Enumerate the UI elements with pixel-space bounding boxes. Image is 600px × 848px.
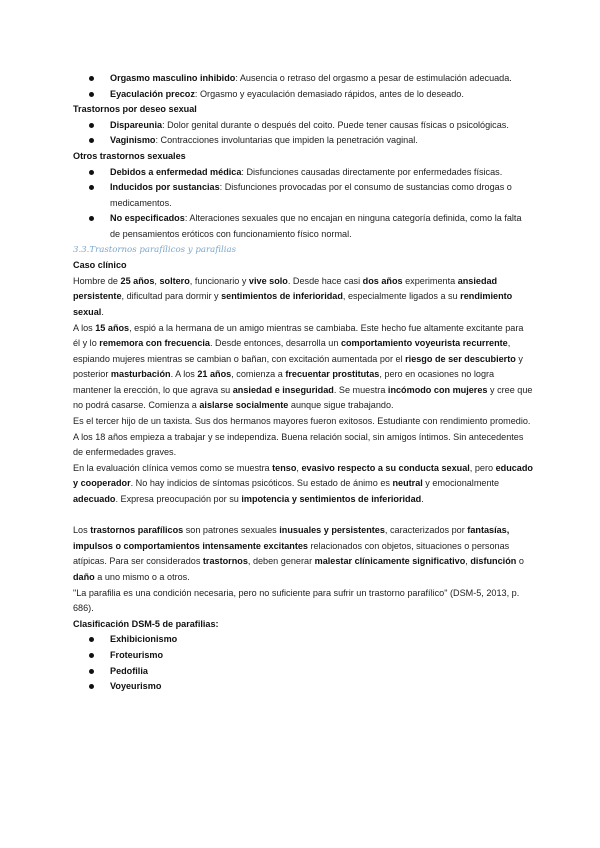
bold-run: dos años bbox=[362, 275, 403, 286]
bold-run: trastornos bbox=[202, 556, 248, 567]
paraphilia-label: Pedofilia bbox=[110, 665, 148, 676]
text-run: , bbox=[296, 462, 302, 473]
clasif-heading: Clasificación DSM-5 de parafilias: bbox=[73, 618, 219, 629]
bold-run: rememora con frecuencia bbox=[99, 338, 210, 349]
text-run: , deben generar bbox=[247, 556, 315, 567]
text-run: , bbox=[154, 275, 160, 286]
bold-run: rendimiento sexual bbox=[73, 291, 513, 317]
text-run: a uno mismo o a otros. bbox=[94, 572, 190, 582]
paraphilia-label: Exhibicionismo bbox=[110, 634, 178, 645]
bold-run: educado y cooperador bbox=[73, 462, 533, 489]
paraphilia-label: Froteurismo bbox=[110, 649, 164, 660]
paraphilia-label: Voyeurismo bbox=[110, 681, 162, 692]
bold-run: 15 años bbox=[95, 322, 130, 333]
case-paragraph-2 bbox=[73, 321, 533, 415]
text-run: , bbox=[465, 556, 471, 567]
heading-deseo: Trastornos por deseo sexual bbox=[73, 104, 197, 115]
text-run: , espió a la hermana de un amigo mientras se cambiaba. Este hecho fue altamente excitante para él y lo bbox=[73, 322, 524, 349]
text-run: experimenta bbox=[402, 275, 458, 286]
case-paragraph-4 bbox=[73, 461, 533, 508]
text-run: o bbox=[516, 556, 524, 567]
text-run: . bbox=[421, 494, 424, 505]
text-run: Hombre de bbox=[73, 275, 121, 286]
bold-run: neutral bbox=[392, 478, 423, 489]
list-orgasm-disorders bbox=[73, 71, 533, 102]
list-item-desc: : Contracciones involuntarias que impiden la penetración vaginal. bbox=[155, 135, 418, 146]
list-other-disorders bbox=[73, 165, 533, 243]
section-title: 3.3.Trastornos parafílicos y parafilias bbox=[73, 244, 236, 255]
text-run: , caracterizados por bbox=[384, 525, 468, 536]
text-run: , comienza a bbox=[231, 369, 286, 380]
text-run: y cree que no podrá casarse. Comienza a bbox=[73, 384, 533, 411]
list-item bbox=[73, 87, 533, 103]
text-run: son patrones sexuales bbox=[183, 525, 280, 536]
list-item bbox=[73, 211, 533, 242]
text-run: , espiando mujeres mientras se cambian o bañan, con excitación aumentada por el bbox=[73, 338, 511, 364]
dsm-quote: "La parafilia es una condición necesaria, pero no suficiente para sufrir un trastorno parafílico" (DSM-5, 2013, p. 686). bbox=[73, 587, 520, 614]
paraphilia-item bbox=[73, 632, 533, 648]
list-item bbox=[73, 133, 533, 149]
definition-paragraph bbox=[73, 523, 533, 585]
bold-run: trastornos parafílicos bbox=[90, 525, 184, 536]
list-item-term: Debidos a enfermedad médica bbox=[110, 166, 242, 177]
bold-run: riesgo de ser descubierto bbox=[405, 353, 516, 364]
bold-run: ansiedad persistente bbox=[73, 275, 498, 302]
text-run: Es el tercer hijo de un taxista. Sus dos hermanos mayores fueron exitosos. Estudiante con rendimiento promedio. A los 18 años empieza a trabajar y se independiza. Buena relación social, sin amigos íntimos. Sin antecedentes de enfermedades graves. bbox=[73, 416, 531, 458]
list-paraphilias bbox=[73, 632, 533, 694]
text-run: . No hay indicios de síntomas psicóticos. Su estado de ánimo es bbox=[130, 478, 393, 489]
text-run: . bbox=[101, 306, 104, 317]
text-run: . A los bbox=[170, 369, 198, 380]
list-item-desc: : Alteraciones sexuales que no encajan en ninguna categoría definida, como la falta de pensamientos eróticos con funcionamiento físico normal. bbox=[110, 213, 522, 239]
bold-run: ansiedad e inseguridad bbox=[232, 384, 334, 395]
text-run: A los bbox=[73, 322, 96, 333]
text-run: y posterior bbox=[73, 353, 523, 380]
bold-run: fantasías, impulsos o comportamientos intensamente excitantes bbox=[73, 525, 510, 551]
bold-run: tenso bbox=[272, 462, 297, 473]
text-run: . Se muestra bbox=[333, 384, 388, 395]
list-item-desc: : Orgasmo y eyaculación demasiado rápidos, antes de lo deseado. bbox=[194, 88, 464, 99]
paraphilia-item bbox=[73, 664, 533, 680]
text-run: . Desde hace casi bbox=[287, 275, 363, 286]
text-run: , pero en ocasiones no logra mantener la erección, lo que agrava su bbox=[73, 369, 495, 395]
list-item-term: Eyaculación precoz bbox=[110, 88, 195, 99]
bold-run: frecuentar prostitutas bbox=[285, 369, 380, 380]
list-item-desc: : Disfunciones provocadas por el consumo de sustancias como drogas o medicamentos. bbox=[110, 182, 512, 208]
bold-run: 21 años bbox=[197, 369, 232, 380]
list-item bbox=[73, 118, 533, 134]
bold-run: 25 años bbox=[120, 275, 155, 286]
bold-run: vive solo bbox=[248, 275, 288, 286]
text-run: , especialmente ligados a su bbox=[342, 291, 461, 302]
bold-run: adecuado bbox=[73, 494, 116, 505]
bold-run: incómodo con mujeres bbox=[387, 384, 488, 395]
bold-run: masturbación bbox=[110, 369, 171, 380]
list-item-term: Inducidos por sustancias bbox=[110, 182, 220, 193]
paraphilia-item bbox=[73, 679, 533, 695]
list-item bbox=[73, 180, 533, 211]
text-run: , pero bbox=[469, 462, 496, 473]
caso-heading: Caso clínico bbox=[73, 260, 127, 271]
paraphilia-item bbox=[73, 648, 533, 664]
bold-run: soltero bbox=[159, 275, 190, 286]
bold-run: aislarse socialmente bbox=[199, 400, 289, 411]
bold-run: sentimientos de inferioridad bbox=[221, 291, 343, 302]
case-paragraph-1 bbox=[73, 274, 533, 321]
spacer bbox=[73, 508, 533, 524]
list-item-term: Dispareunia bbox=[110, 119, 163, 130]
list-item-desc: : Ausencia o retraso del orgasmo a pesar de estimulación adecuada. bbox=[235, 73, 512, 83]
list-item-desc: : Dolor genital durante o después del coito. Puede tener causas físicas o psicológicas. bbox=[162, 119, 509, 130]
list-item-term: No especificados bbox=[110, 213, 185, 224]
text-run: aunque sigue trabajando. bbox=[288, 400, 394, 411]
text-run: , dificultad para dormir y bbox=[121, 291, 222, 302]
list-item-term: Orgasmo masculino inhibido bbox=[110, 73, 236, 83]
bold-run: evasivo respecto a su conducta sexual bbox=[301, 462, 470, 473]
text-run: relacionados con objetos, situaciones o personas atípicas. Para ser considerados bbox=[73, 540, 510, 567]
text-run: y emocionalmente bbox=[422, 478, 500, 489]
list-item bbox=[73, 71, 533, 87]
case-paragraph-3 bbox=[73, 414, 533, 461]
bold-run: malestar clínicamente significativo bbox=[314, 556, 466, 567]
list-item bbox=[73, 165, 533, 181]
bold-run: comportamiento voyeurista recurrente bbox=[340, 338, 508, 349]
list-desire-disorders bbox=[73, 118, 533, 149]
text-run: . Desde entonces, desarrolla un bbox=[210, 338, 341, 349]
text-run: En la evaluación clínica vemos como se muestra bbox=[73, 462, 273, 473]
list-item-desc: : Disfunciones causadas directamente por enfermedades físicas. bbox=[241, 166, 503, 177]
bold-run: disfunción bbox=[470, 556, 517, 567]
text-run: , funcionario y bbox=[189, 275, 249, 286]
bold-run: daño bbox=[73, 572, 95, 582]
text-run: Los bbox=[73, 525, 91, 536]
bold-run: inusuales y persistentes bbox=[279, 525, 385, 536]
document-page bbox=[73, 71, 533, 695]
heading-otros: Otros trastornos sexuales bbox=[73, 150, 186, 161]
list-item-term: Vaginismo bbox=[110, 135, 156, 146]
text-run: . Expresa preocupación por su bbox=[115, 494, 242, 505]
bold-run: impotencia y sentimientos de inferioridad bbox=[241, 494, 422, 505]
